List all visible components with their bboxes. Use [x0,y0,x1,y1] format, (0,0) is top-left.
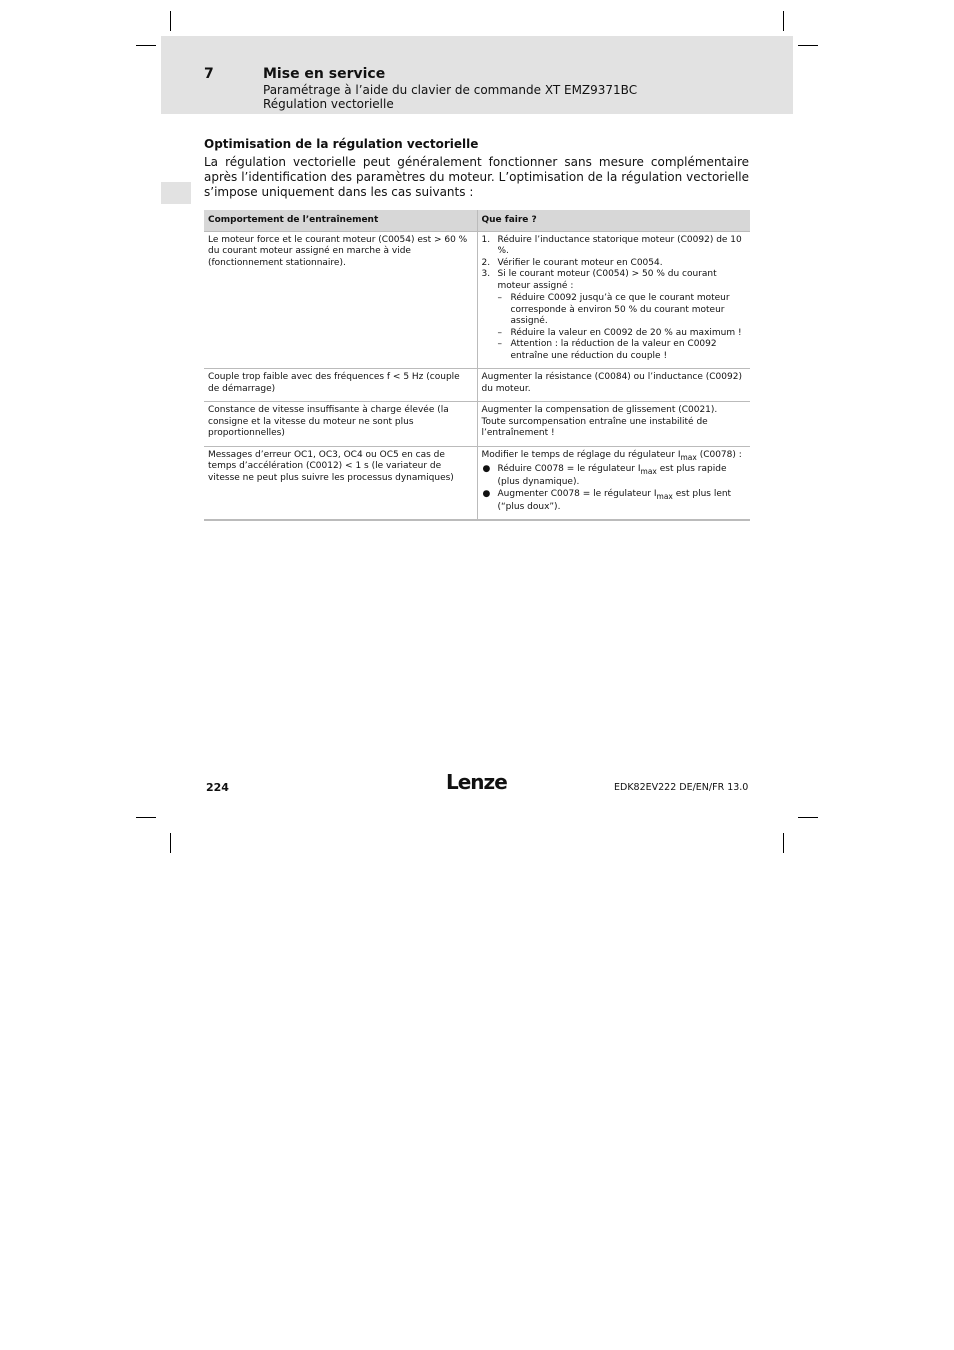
table-row [204,231,750,369]
text-run: Augmenter C0078 = le régulateur I [497,488,657,499]
action-cell [477,446,750,520]
table-row [204,446,750,520]
list-item [498,339,747,362]
section-heading: Optimisation de la régulation vectorielle [204,137,479,151]
sub-list [498,293,747,362]
list-item [482,258,747,270]
sub-item-text: Réduire la valeur en C0092 de 20 % au maximum ! [510,327,742,338]
column-header-action: Que faire ? [477,210,750,231]
action-line: Toute surcompensation entraîne une instabilité de l’entraînement ! [481,416,708,438]
text-run: Réduire C0078 = le régulateur I [497,463,641,474]
list-item [498,293,747,328]
steps-list [482,235,747,363]
subscript: max [640,466,657,476]
dash-marker: – [497,293,502,303]
step-number: 2. [481,257,491,268]
chapter-title: Mise en service [263,66,386,82]
header-band [161,36,793,114]
action-cell [477,402,750,447]
table-header-row [204,210,750,231]
crop-mark [798,45,818,46]
list-item [482,489,747,514]
step-number: 1. [481,234,491,245]
step-text: Réduire l’inductance statorique moteur (C0092) de 10 %. [497,234,742,256]
column-header-behaviour: Comportement de l’entraînement [204,210,477,231]
behaviour-cell: Constance de vitesse insuffisante à charge élevée (la consigne et la vitesse du moteur ne sont plus proportionnelles) [204,402,477,447]
action-intro [482,450,747,463]
subscript: max [680,452,697,462]
crop-mark [170,11,171,31]
crop-mark [136,817,156,818]
action-cell [477,231,750,369]
table-row [204,369,750,402]
text-run: est plus rapide (plus dynamique). [497,463,727,488]
bullet-icon: ● [482,463,491,474]
optimisation-table [204,210,750,521]
crop-mark [136,45,156,46]
text-run: Modifier le temps de réglage du régulateur I [481,449,681,460]
sub-item-text: Attention : la réduction de la valeur en C0092 entraîne une réduction du couple ! [510,339,717,361]
crop-mark [783,11,784,31]
behaviour-cell: Messages d’erreur OC1, OC3, OC4 ou OC5 en cas de temps d’accélération (C0012) < 1 s (le variateur de vitesse ne peut plus suivre les processus dynamiques) [204,446,477,520]
sub-item-text: Réduire C0092 jusqu’à ce que le courant moteur corresponde à environ 50 % du courant moteur assigné. [510,293,730,326]
dash-marker: – [497,339,502,349]
side-tab-marker [161,182,191,204]
bullet-icon: ● [482,488,491,499]
list-item [482,464,747,489]
behaviour-cell: Le moteur force et le courant moteur (C0054) est > 60 % du courant moteur assigné en marche à vide (fonctionnement stationnaire). [204,231,477,369]
page-number: 224 [206,781,229,794]
action-line: Augmenter la compensation de glissement (C0021). [481,405,718,415]
list-item [498,328,747,340]
lenze-logo: Lenze [446,770,507,794]
step-text: Si le courant moteur (C0054) > 50 % du courant moteur assigné : [497,269,717,291]
bullet-list [482,464,747,514]
header-subtitle: Paramétrage à l’aide du clavier de commande XT EMZ9371BC [263,83,638,97]
crop-mark [170,833,171,853]
document-reference: EDK82EV222 DE/EN/FR 13.0 [614,782,749,793]
subscript: max [656,491,673,501]
intro-paragraph: La régulation vectorielle peut généralement fonctionner sans mesure complémentaire après l’identification des paramètres du moteur. L’optimisation de la régulation vectorielle s’impose uniquement dans les cas suivants : [204,155,749,199]
behaviour-cell: Couple trop faible avec des fréquences f < 5 Hz (couple de démarrage) [204,369,477,402]
chapter-number: 7 [204,66,214,82]
dash-marker: – [497,327,502,338]
list-item [482,235,747,258]
crop-mark [783,833,784,853]
step-text: Vérifier le courant moteur en C0054. [497,257,663,268]
header-subtitle: Régulation vectorielle [263,97,394,111]
list-item [482,269,747,362]
step-number: 3. [481,269,491,279]
text-run: est plus lent (“plus doux”). [497,488,732,512]
text-run: (C0078) : [696,449,742,460]
table-row [204,402,750,447]
action-cell: Augmenter la résistance (C0084) ou l’inductance (C0092) du moteur. [477,369,750,402]
crop-mark [798,817,818,818]
